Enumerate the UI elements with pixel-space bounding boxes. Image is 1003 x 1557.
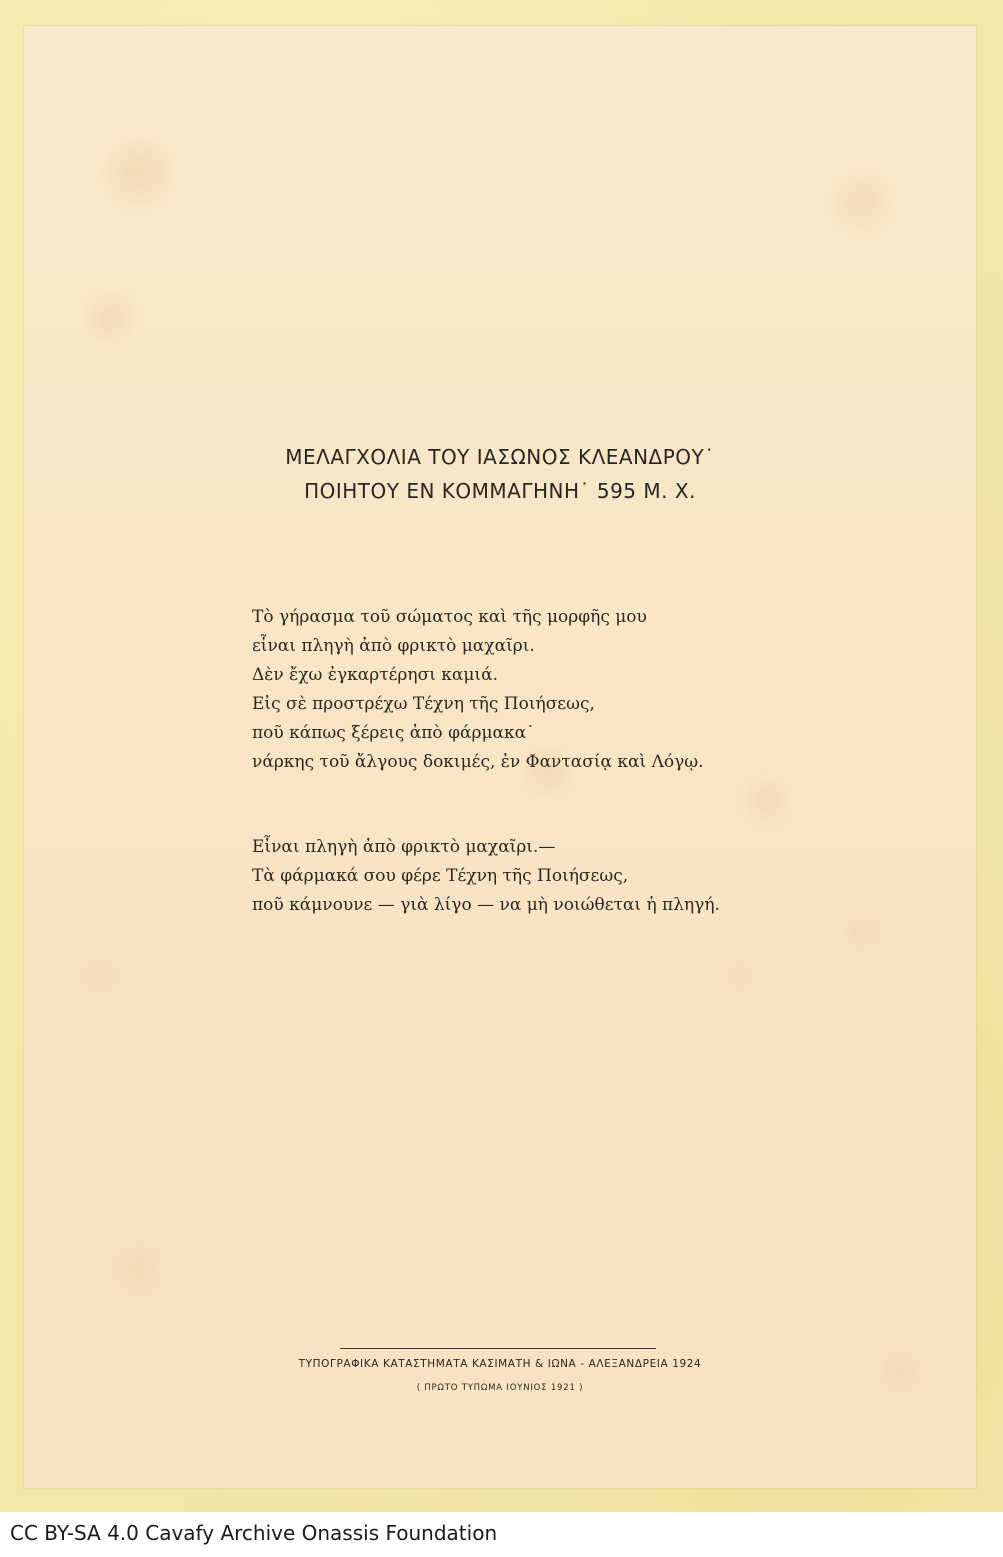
title-line-2: ΠΟΙΗΤΟΥ ΕΝ ΚΟΜΜΑΓΗΝΗ˙ 595 Μ. Χ. [304, 479, 696, 503]
license-credit: CC BY-SA 4.0 Cavafy Archive Onassis Foundation [10, 1521, 498, 1545]
verse-line: Εἰς σὲ προστρέχω Τέχνη τῆς Ποιήσεως, [252, 694, 595, 714]
verse-line: ποῦ κάμνουνε — γιὰ λίγο — να μὴ νοιώθεται ἡ πληγή. [252, 895, 720, 915]
verse-line: Εἶναι πληγὴ ἀπὸ φρικτὸ μαχαῖρι.— [252, 837, 556, 857]
verse-line: ποῦ κάπως ξέρεις ἀπὸ φάρμακα˙ [252, 723, 535, 743]
verse-line: Τὰ φάρμακά σου φέρε Τέχνη τῆς Ποιήσεως, [252, 866, 629, 886]
verse-line: νάρκης τοῦ ἄλγους δοκιμές, ἐν Φαντασίᾳ καὶ Λόγῳ. [252, 752, 704, 772]
verse-line: Τὸ γήρασμα τοῦ σώματος καὶ τῆς μορφῆς μου [252, 607, 647, 627]
verse-line: εἶναι πληγὴ ἀπὸ φρικτὸ μαχαῖρι. [252, 636, 535, 656]
first-print-note: ( ΠΡΩΤΟ ΤΥΠΩΜΑ ΙΟΥΝΙΟΣ 1921 ) [416, 1383, 584, 1393]
stanza-1 [252, 603, 704, 777]
printer-colophon: ΤΥΠΟΓΡΑΦΙΚΑ ΚΑΤΑΣΤΗΜΑΤΑ ΚΑΣΙΜΑΤΗ & ΙΩΝΑ - ΑΛΕΞΑΝΔΡΕΙΑ 1924 [298, 1358, 702, 1370]
printed-sheet [24, 26, 976, 1488]
poem-title [24, 440, 976, 508]
stanza-2 [252, 833, 720, 920]
verse-line: Δὲν ἔχω ἐγκαρτέρησι καμιά. [252, 665, 498, 685]
colophon-rule [340, 1348, 656, 1349]
title-line-1: ΜΕΛΑΓΧΟΛΙΑ ΤΟΥ ΙΑΣΩΝΟΣ ΚΛΕΑΝΔΡΟΥ˙ [285, 445, 715, 469]
